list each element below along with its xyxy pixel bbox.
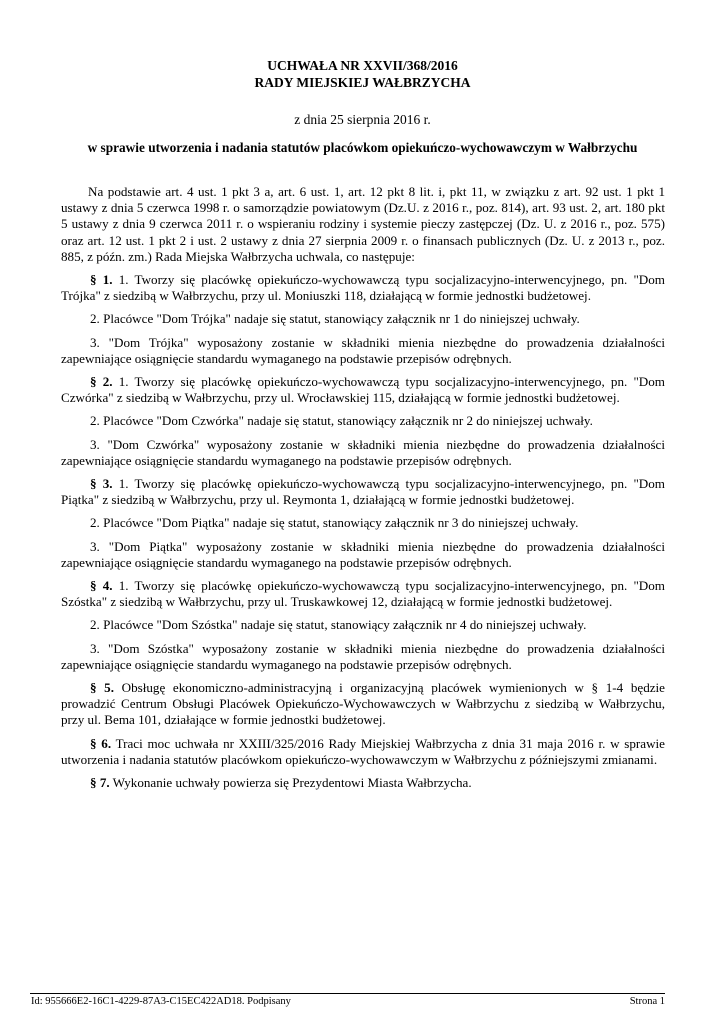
footer-divider <box>30 993 665 994</box>
paragraph-text: Wykonanie uchwały powierza się Prezydentowi Miasta Wałbrzycha. <box>109 775 472 791</box>
paragraph-text: 2. Placówce "Dom Szóstka" nadaje się statut, stanowiący załącznik nr 4 do niniejszej uchwały. <box>90 617 587 633</box>
section-mark: § 5. <box>90 680 115 696</box>
paragraph <box>61 476 665 508</box>
document-id: Id: 955666E2-16C1-4229-87A3-C15EC422AD18. Podpisany <box>31 996 291 1007</box>
paragraph <box>61 374 665 406</box>
section-mark: § 2. <box>90 374 113 390</box>
paragraph <box>61 578 665 610</box>
paragraph-text: 1. Tworzy się placówkę opiekuńczo-wychowawczą typu socjalizacyjno-interwencyjnego, pn. "Dom Trójka" z siedzibą w Wałbrzychu, przy ul. Moniuszki 118, działającą w formie jednostki budżetowej. <box>61 272 665 304</box>
paragraph <box>61 311 665 327</box>
paragraph <box>61 413 665 429</box>
resolution-number: UCHWAŁA NR XXVII/368/2016 <box>267 58 458 73</box>
paragraph <box>61 335 665 367</box>
council-name: RADY MIEJSKIEJ WAŁBRZYCHA <box>254 75 471 90</box>
section-mark: § 3. <box>90 476 113 492</box>
section-mark: § 6. <box>90 735 112 751</box>
resolution-subject: w sprawie utworzenia i nadania statutów placówkom opiekuńczo-wychowawczym w Wałbrzychu <box>87 140 638 155</box>
paragraph-text: 1. Tworzy się placówkę opiekuńczo-wychowawczą typu socjalizacyjno-interwencyjnego, pn. "Dom Czwórka" z siedzibą w Wałbrzychu, przy ul. Wrocławskiej 115, działającą w formie jednostki budżetowej. <box>61 374 665 406</box>
document-body <box>61 184 665 798</box>
paragraph-text: 1. Tworzy się placówkę opiekuńczo-wychowawczą typu socjalizacyjno-interwencyjnego, pn. "Dom Szóstka" z siedzibą w Wałbrzychu, przy ul. Truskawkowej 12, działającą w formie jednostki budżetowej. <box>61 578 665 610</box>
paragraph <box>61 680 665 729</box>
paragraph-text: 3. "Dom Piątka" wyposażony zostanie w składniki mienia niezbędne do prowadzenia działalności zapewniające osiągnięcie standardu wymaganego na podstawie przepisów odrębnych. <box>61 538 665 570</box>
paragraph <box>61 736 665 768</box>
paragraph-list <box>61 272 665 791</box>
paragraph <box>61 515 665 531</box>
paragraph <box>61 437 665 469</box>
paragraph <box>61 617 665 633</box>
section-mark: § 7. <box>90 775 110 791</box>
paragraph-text: 2. Placówce "Dom Piątka" nadaje się statut, stanowiący załącznik nr 3 do niniejszej uchwały. <box>90 515 579 531</box>
section-mark: § 4. <box>90 578 113 594</box>
preamble: Na podstawie art. 4 ust. 1 pkt 3 a, art. 6 ust. 1, art. 12 pkt 8 lit. i, pkt 11, w związku z art. 92 ust. 1 pkt 1 ustawy z dnia 5 czerwca 1998 r. o samorządzie powiatowym (Dz.U. z 2016 r., poz. 814), art. 93 ust. 2, art. 180 pkt 5 ustawy z dnia 9 czerwca 2011 r. o wspieraniu rodziny i systemie pieczy zastępczej (Dz. U. z 2016 r., poz. 575) oraz art. 12 ust. 1 pkt 2 i ust. 2 ustawy z dnia 27 sierpnia 2009 r. o finansach publicznych (Dz. U. z 2013 r., poz. 885, z późn. zm.) Rada Miejska Wałbrzycha uchwala, co następuje: <box>61 184 665 264</box>
paragraph <box>61 539 665 571</box>
paragraph <box>61 641 665 673</box>
paragraph-text: 3. "Dom Trójka" wyposażony zostanie w składniki mienia niezbędne do prowadzenia działalności zapewniające osiągnięcie standardu wymaganego na podstawie przepisów odrębnych. <box>61 334 665 366</box>
paragraph-text: Traci moc uchwała nr XXIII/325/2016 Rady Miejskiej Wałbrzycha z dnia 31 maja 2016 r. w sprawie utworzenia i nadania statutów placówkom opiekuńczo-wychowawczym w Wałbrzychu z późniejszymi zmianami. <box>61 735 665 767</box>
paragraph-text: 3. "Dom Czwórka" wyposażony zostanie w składniki mienia niezbędne do prowadzenia działalności zapewniające osiągnięcie standardu wymaganego na podstawie przepisów odrębnych. <box>61 436 665 468</box>
paragraph-text: 1. Tworzy się placówkę opiekuńczo-wychowawczą typu socjalizacyjno-interwencyjnego, pn. "Dom Piątka" z siedzibą w Wałbrzychu, przy ul. Reymonta 1, działającą w formie jednostki budżetowej. <box>61 476 665 508</box>
paragraph-text: Obsługę ekonomiczno-administracyjną i organizacyjną placówek wymienionych w § 1-4 będzie prowadzić Centrum Obsługi Placówek Opiekuńczo-Wychowawczych w Wałbrzychu z siedzibą w Wałbrzychu, przy ul. Bema 101, działające w formie jednostki budżetowej. <box>61 680 665 728</box>
paragraph-text: 2. Placówce "Dom Czwórka" nadaje się statut, stanowiący załącznik nr 2 do niniejszej uchwały. <box>90 413 593 429</box>
page-number: Strona 1 <box>629 996 665 1007</box>
resolution-date: z dnia 25 sierpnia 2016 r. <box>294 112 431 127</box>
paragraph-text: 2. Placówce "Dom Trójka" nadaje się statut, stanowiący załącznik nr 1 do niniejszej uchwały. <box>90 311 580 327</box>
paragraph <box>61 272 665 304</box>
paragraph <box>61 775 665 791</box>
section-mark: § 1. <box>90 272 113 288</box>
paragraph-text: 3. "Dom Szóstka" wyposażony zostanie w składniki mienia niezbędne do prowadzenia działalności zapewniające osiągnięcie standardu wymaganego na podstawie przepisów odrębnych. <box>61 640 665 672</box>
